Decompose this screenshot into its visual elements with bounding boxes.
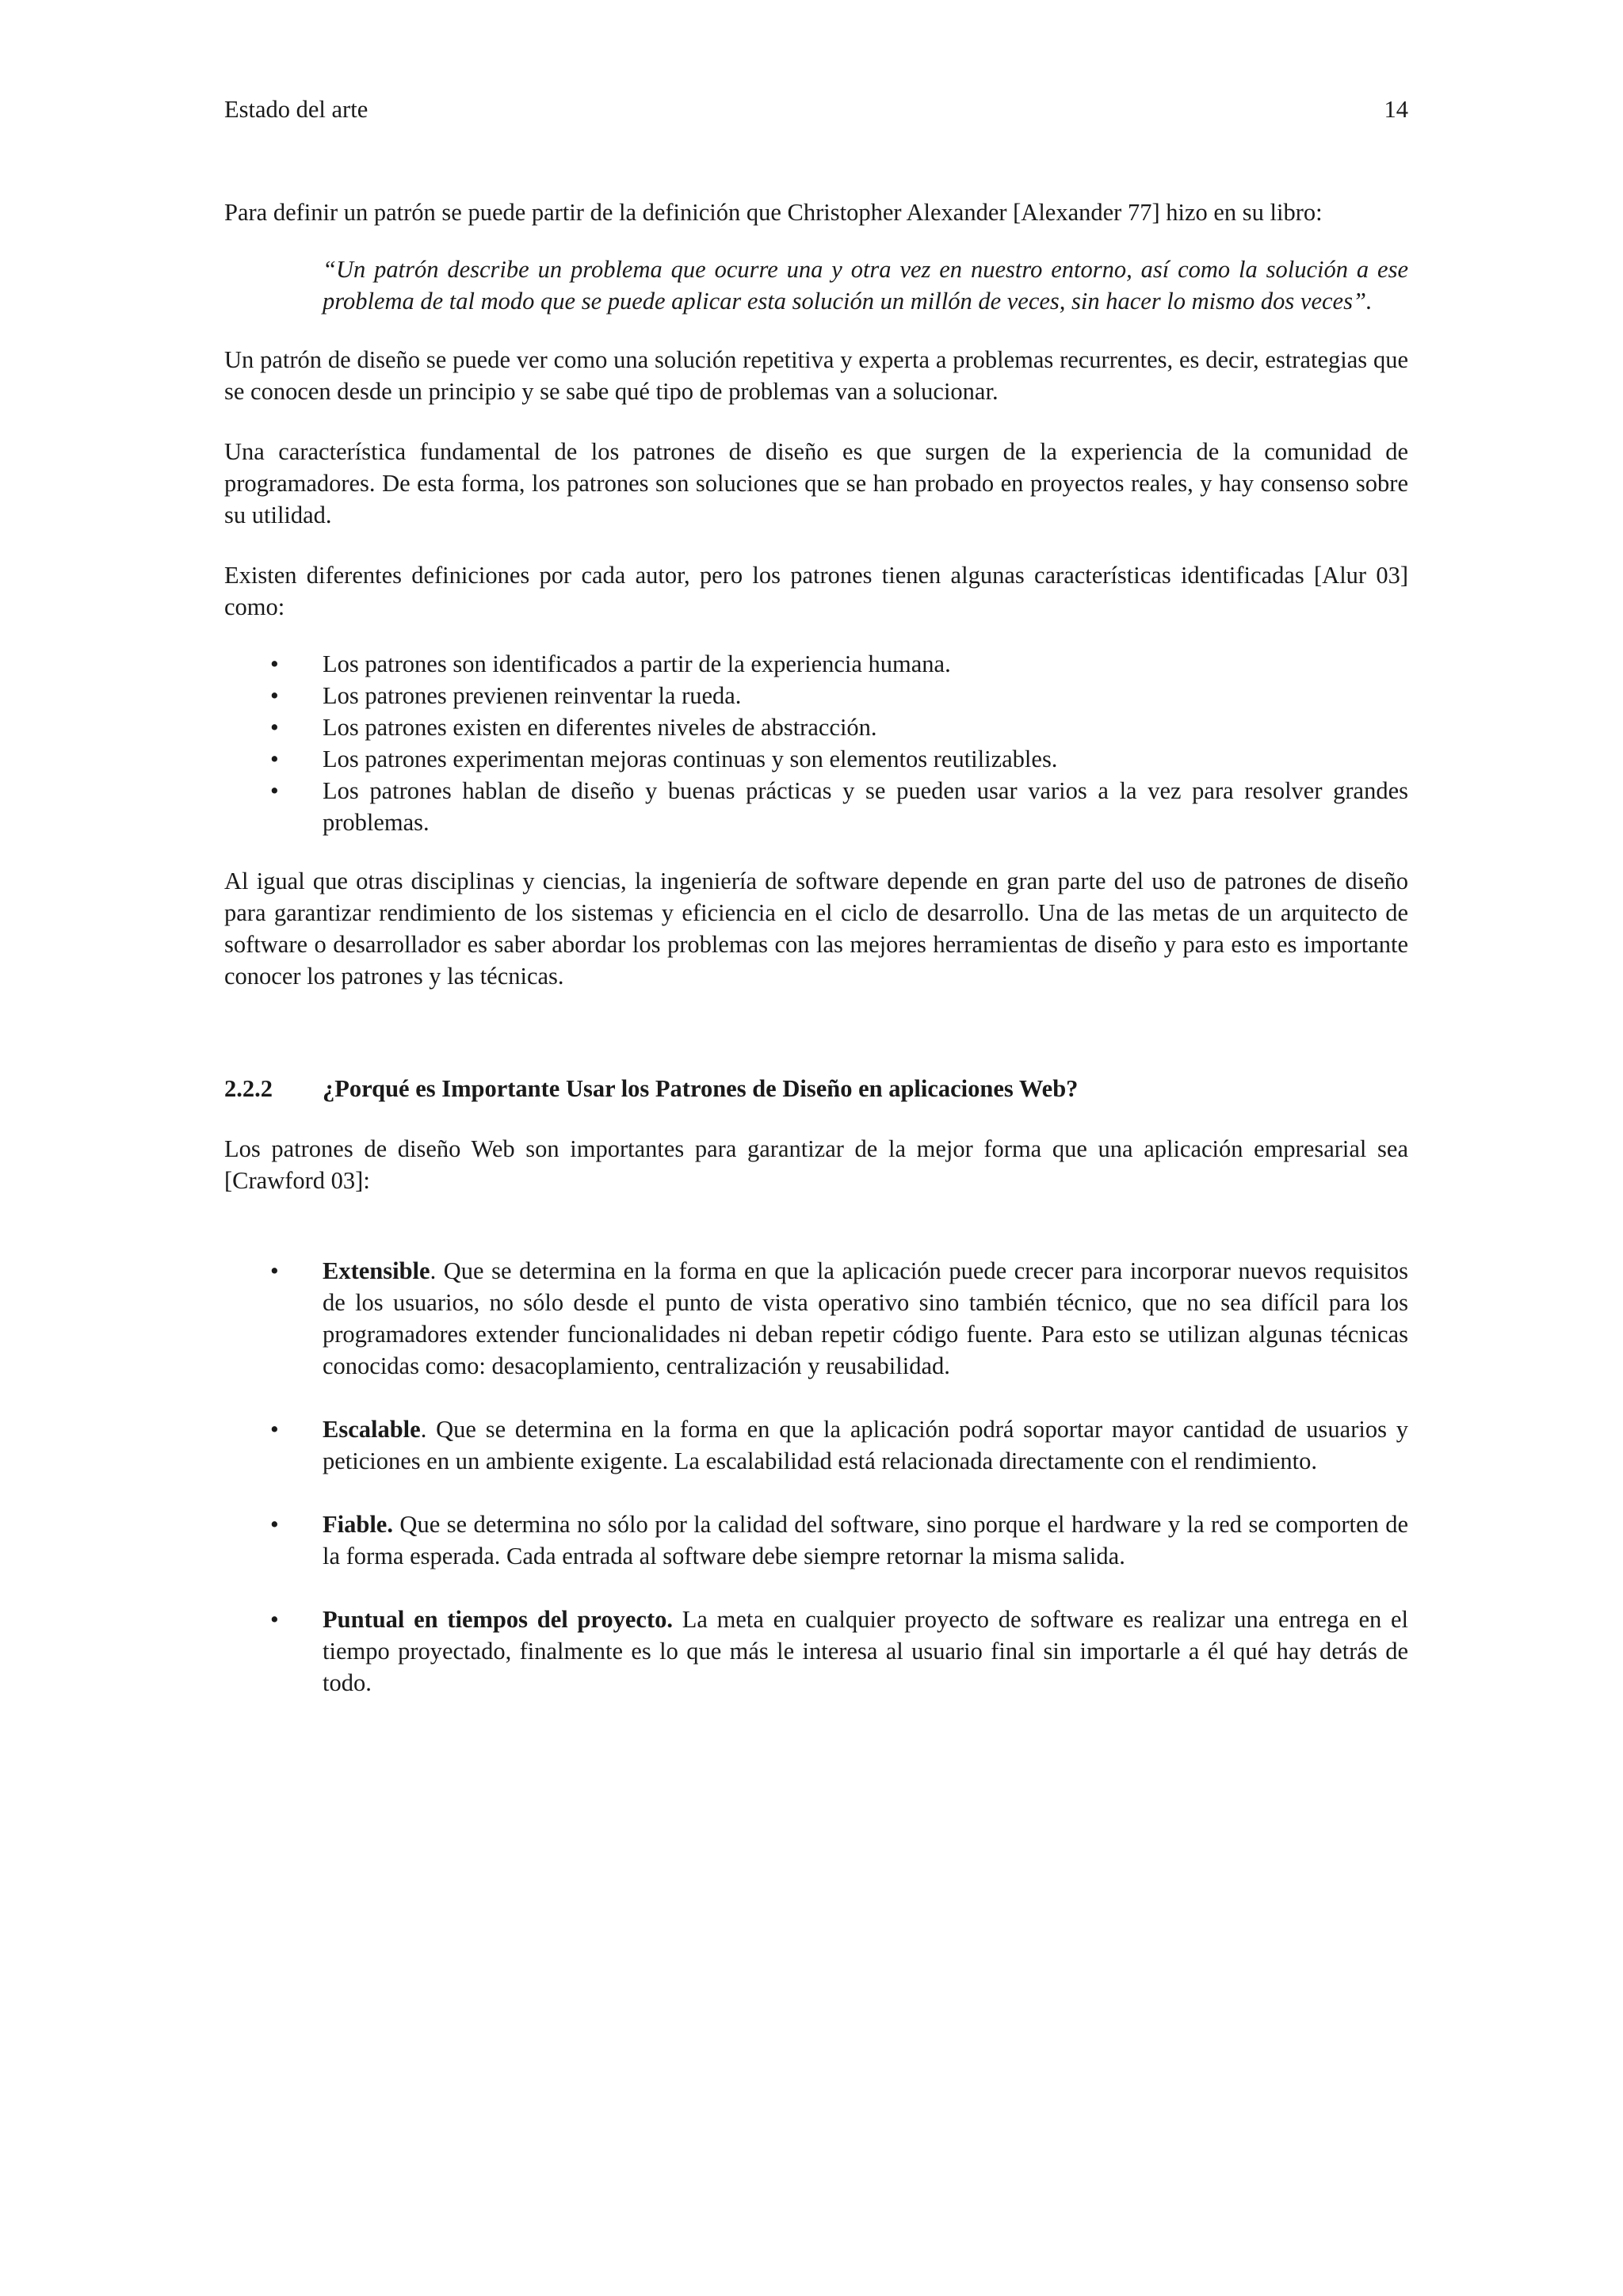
- quality-description: La meta en cualquier proyecto de software es realizar una entrega en el tiempo proyectado, finalmente es lo que más le interesa al usuario final sin importarle a él qué hay detrás de todo.: [323, 1606, 1408, 1696]
- bullet-icon: •: [270, 777, 279, 804]
- list-item: • Los patrones son identificados a partir de la experiencia humana.: [224, 648, 1408, 680]
- page-number: 14: [1384, 96, 1408, 123]
- list-item: • Los patrones hablan de diseño y buenas prácticas y se pueden usar varios a la vez para resolver grandes problemas.: [224, 775, 1408, 838]
- bullet-icon: •: [270, 1606, 279, 1633]
- list-item: [224, 1508, 1408, 1572]
- paragraph-closing: Al igual que otras disciplinas y ciencias, la ingeniería de software depende en gran parte del uso de patrones de diseño para garantizar rendimiento de los sistemas y eficiencia en el ciclo de desarrollo. Una de las metas de un arquitecto de software o desarrollador es saber abordar los problemas con las mejores herramientas de diseño y para esto es importante conocer los patrones y las técnicas.: [224, 868, 1408, 990]
- quality-description: . Que se determina en la forma en que la aplicación puede crecer para incorporar nuevos requisitos de los usuarios, no sólo desde el punto de vista operativo sino también técnico, que no sea difícil para los programadores extender funcionalidades ni deban repetir código fuente. Para esto se utilizan algunas técnicas conocidas como: desacoplamiento, centralización y reusabilidad.: [323, 1257, 1408, 1379]
- section-intro-paragraph: Los patrones de diseño Web son importantes para garantizar de la mejor forma que una aplicación empresarial sea [Crawford 03]:: [224, 1135, 1408, 1194]
- quality-term: Extensible: [323, 1257, 430, 1284]
- bullet-icon: •: [270, 1511, 279, 1538]
- quality-description: Que se determina no sólo por la calidad del software, sino porque el hardware y la red se comporten de la forma esperada. Cada entrada al software debe siempre retornar la misma salida.: [323, 1511, 1408, 1569]
- section-title: ¿Porqué es Importante Usar los Patrones de Diseño en aplicaciones Web?: [323, 1075, 1079, 1102]
- running-header: [224, 93, 1408, 125]
- bullet-icon: •: [270, 650, 279, 677]
- quality-term: Puntual en tiempos del proyecto.: [323, 1606, 673, 1633]
- bullet-icon: •: [270, 1416, 279, 1443]
- bullet-icon: •: [270, 682, 279, 709]
- list-item: [224, 1413, 1408, 1477]
- bullet-icon: •: [270, 746, 279, 772]
- bullet-icon: •: [270, 714, 279, 741]
- list-item: • Los patrones experimentan mejoras continuas y son elementos reutilizables.: [224, 743, 1408, 775]
- quality-description: . Que se determina en la forma en que la aplicación podrá soportar mayor cantidad de usuarios y peticiones en un ambiente exigente. La escalabilidad está relacionada directamente con el rendimiento.: [323, 1416, 1408, 1474]
- page-body: [224, 196, 1408, 1699]
- list-item: • Los patrones previenen reinventar la rueda.: [224, 680, 1408, 711]
- paragraph-characteristic: Una característica fundamental de los patrones de diseño es que surgen de la experiencia de la comunidad de programadores. De esta forma, los patrones son soluciones que se han probado en proyectos reales, y hay consenso sobre su utilidad.: [224, 438, 1408, 528]
- quality-term: Fiable.: [323, 1511, 393, 1538]
- qualities-list: [224, 1413, 1408, 1477]
- qualities-list: [224, 1508, 1408, 1572]
- bullet-icon: •: [270, 1257, 279, 1284]
- quality-term: Escalable: [323, 1416, 421, 1443]
- qualities-list: [224, 1604, 1408, 1699]
- characteristics-list: [224, 648, 1408, 838]
- list-item: [224, 1255, 1408, 1382]
- section-heading: [224, 1073, 1408, 1104]
- paragraph-definitions-by-author: Existen diferentes definiciones por cada autor, pero los patrones tienen algunas características identificadas [Alur 03] como:: [224, 562, 1408, 620]
- header-chapter-title: Estado del arte: [224, 96, 369, 123]
- paragraph-definition: Un patrón de diseño se puede ver como una solución repetitiva y experta a problemas recurrentes, es decir, estrategias que se conocen desde un principio y se sabe qué tipo de problemas van a solucionar.: [224, 346, 1408, 405]
- qualities-list: [224, 1255, 1408, 1382]
- intro-paragraph: Para definir un patrón se puede partir de la definición que Christopher Alexander [Alexander 77] hizo en su libro:: [224, 199, 1323, 226]
- list-item: • Los patrones existen en diferentes niveles de abstracción.: [224, 711, 1408, 743]
- section-number: 2.2.2: [224, 1075, 273, 1102]
- alexander-quote: “Un patrón describe un problema que ocurre una y otra vez en nuestro entorno, así como la solución a ese problema de tal modo que se puede aplicar esta solución un millón de veces, sin hacer lo mismo dos veces”.: [323, 256, 1408, 315]
- list-item: [224, 1604, 1408, 1699]
